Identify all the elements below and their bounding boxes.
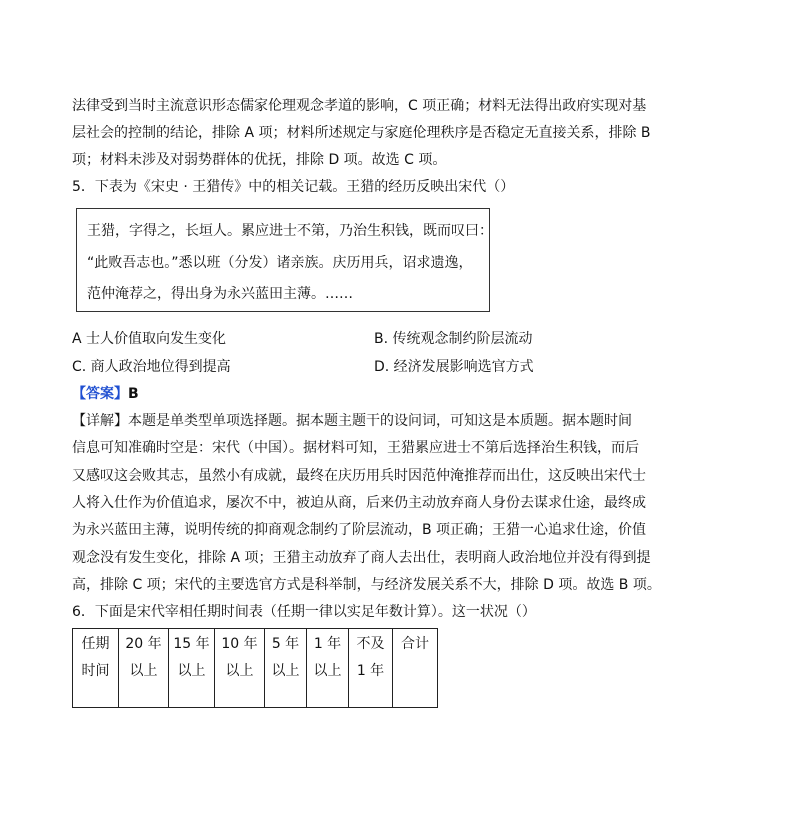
detail-line: 信息可知准确时空是：宋代（中国）。据材料可知，王猎累应进士不第后选择治生积钱，而后 (72, 440, 639, 456)
table-header-cell: 10 年以上 (215, 629, 265, 708)
answer-label: 【答案】 (72, 386, 128, 402)
table-header-cell: 1 年以上 (307, 629, 349, 708)
table-header-cell: 不及 1 年 (349, 629, 393, 708)
text-line: 项；材料未涉及对弱势群体的优抚，排除 D 项。故选 C 项。 (72, 152, 447, 168)
text-line: 层社会的控制的结论，排除 A 项；材料所述规定与家庭伦理秩序是否稳定无直接关系，排除 B (72, 125, 651, 141)
answer-line (72, 384, 139, 404)
quote-line: 王猎，字得之，长垣人。累应进士不第，乃治生积钱，既而叹曰： (87, 223, 493, 239)
table-header-cell: 合计 (393, 629, 438, 708)
question-6: 6．下面是宋代宰相任期时间表（任期一律以实足年数计算）。这一状况（） (72, 604, 536, 620)
table-header-cell: 20 年以上 (119, 629, 169, 708)
table-header-cell: 5 年以上 (265, 629, 307, 708)
option-a: A 士人价值取向发生变化 (72, 331, 227, 347)
option-c: C. 商人政治地位得到提高 (72, 359, 231, 375)
answer-value: B (128, 386, 139, 402)
detail-line: 高，排除 C 项；宋代的主要选官方式是科举制，与经济发展关系不大，排除 D 项。故选 B 项。 (72, 577, 661, 593)
question-5: 5．下表为《宋史 · 王猎传》中的相关记载。王猎的经历反映出宋代（） (72, 179, 515, 195)
detail-line: 人将入仕作为价值追求，屡次不中，被迫从商，后来仍主动放弃商人身份去谋求仕途，最终成 (72, 495, 646, 511)
table-header-cell: 任期时间 (73, 629, 119, 708)
table-header-cell: 15 年以上 (169, 629, 215, 708)
source-quote-box (76, 208, 493, 312)
quote-line: “此败吾志也。”悉以班（分发）诸亲族。庆历用兵，诏求遗逸， (87, 255, 473, 271)
option-d: D. 经济发展影响选官方式 (374, 359, 534, 375)
detail-line: 【详解】本题是单类型单项选择题。据本题主题干的设问词，可知这是本质题。据本题时间 (72, 413, 632, 429)
detail-line: 观念没有发生变化，排除 A 项；王猎主动放弃了商人去出仕，表明商人政治地位并没有得到提 (72, 550, 651, 566)
table-row (73, 629, 438, 708)
detail-line: 又感叹这会败其志，虽然小有成就，最终在庆历用兵时因范仲淹推荐而出仕，这反映出宋代士 (72, 468, 646, 484)
quote-line: 范仲淹荐之，得出身为永兴蓝田主薄。…… (87, 286, 353, 302)
tenure-table (72, 628, 438, 708)
detail-line: 为永兴蓝田主薄，说明传统的抑商观念制约了阶层流动，B 项正确；王猎一心追求仕途，价值 (72, 522, 647, 538)
text-line: 法律受到当时主流意识形态儒家伦理观念孝道的影响，C 项正确；材料无法得出政府实现对基 (72, 98, 647, 114)
option-b: B. 传统观念制约阶层流动 (374, 331, 533, 347)
